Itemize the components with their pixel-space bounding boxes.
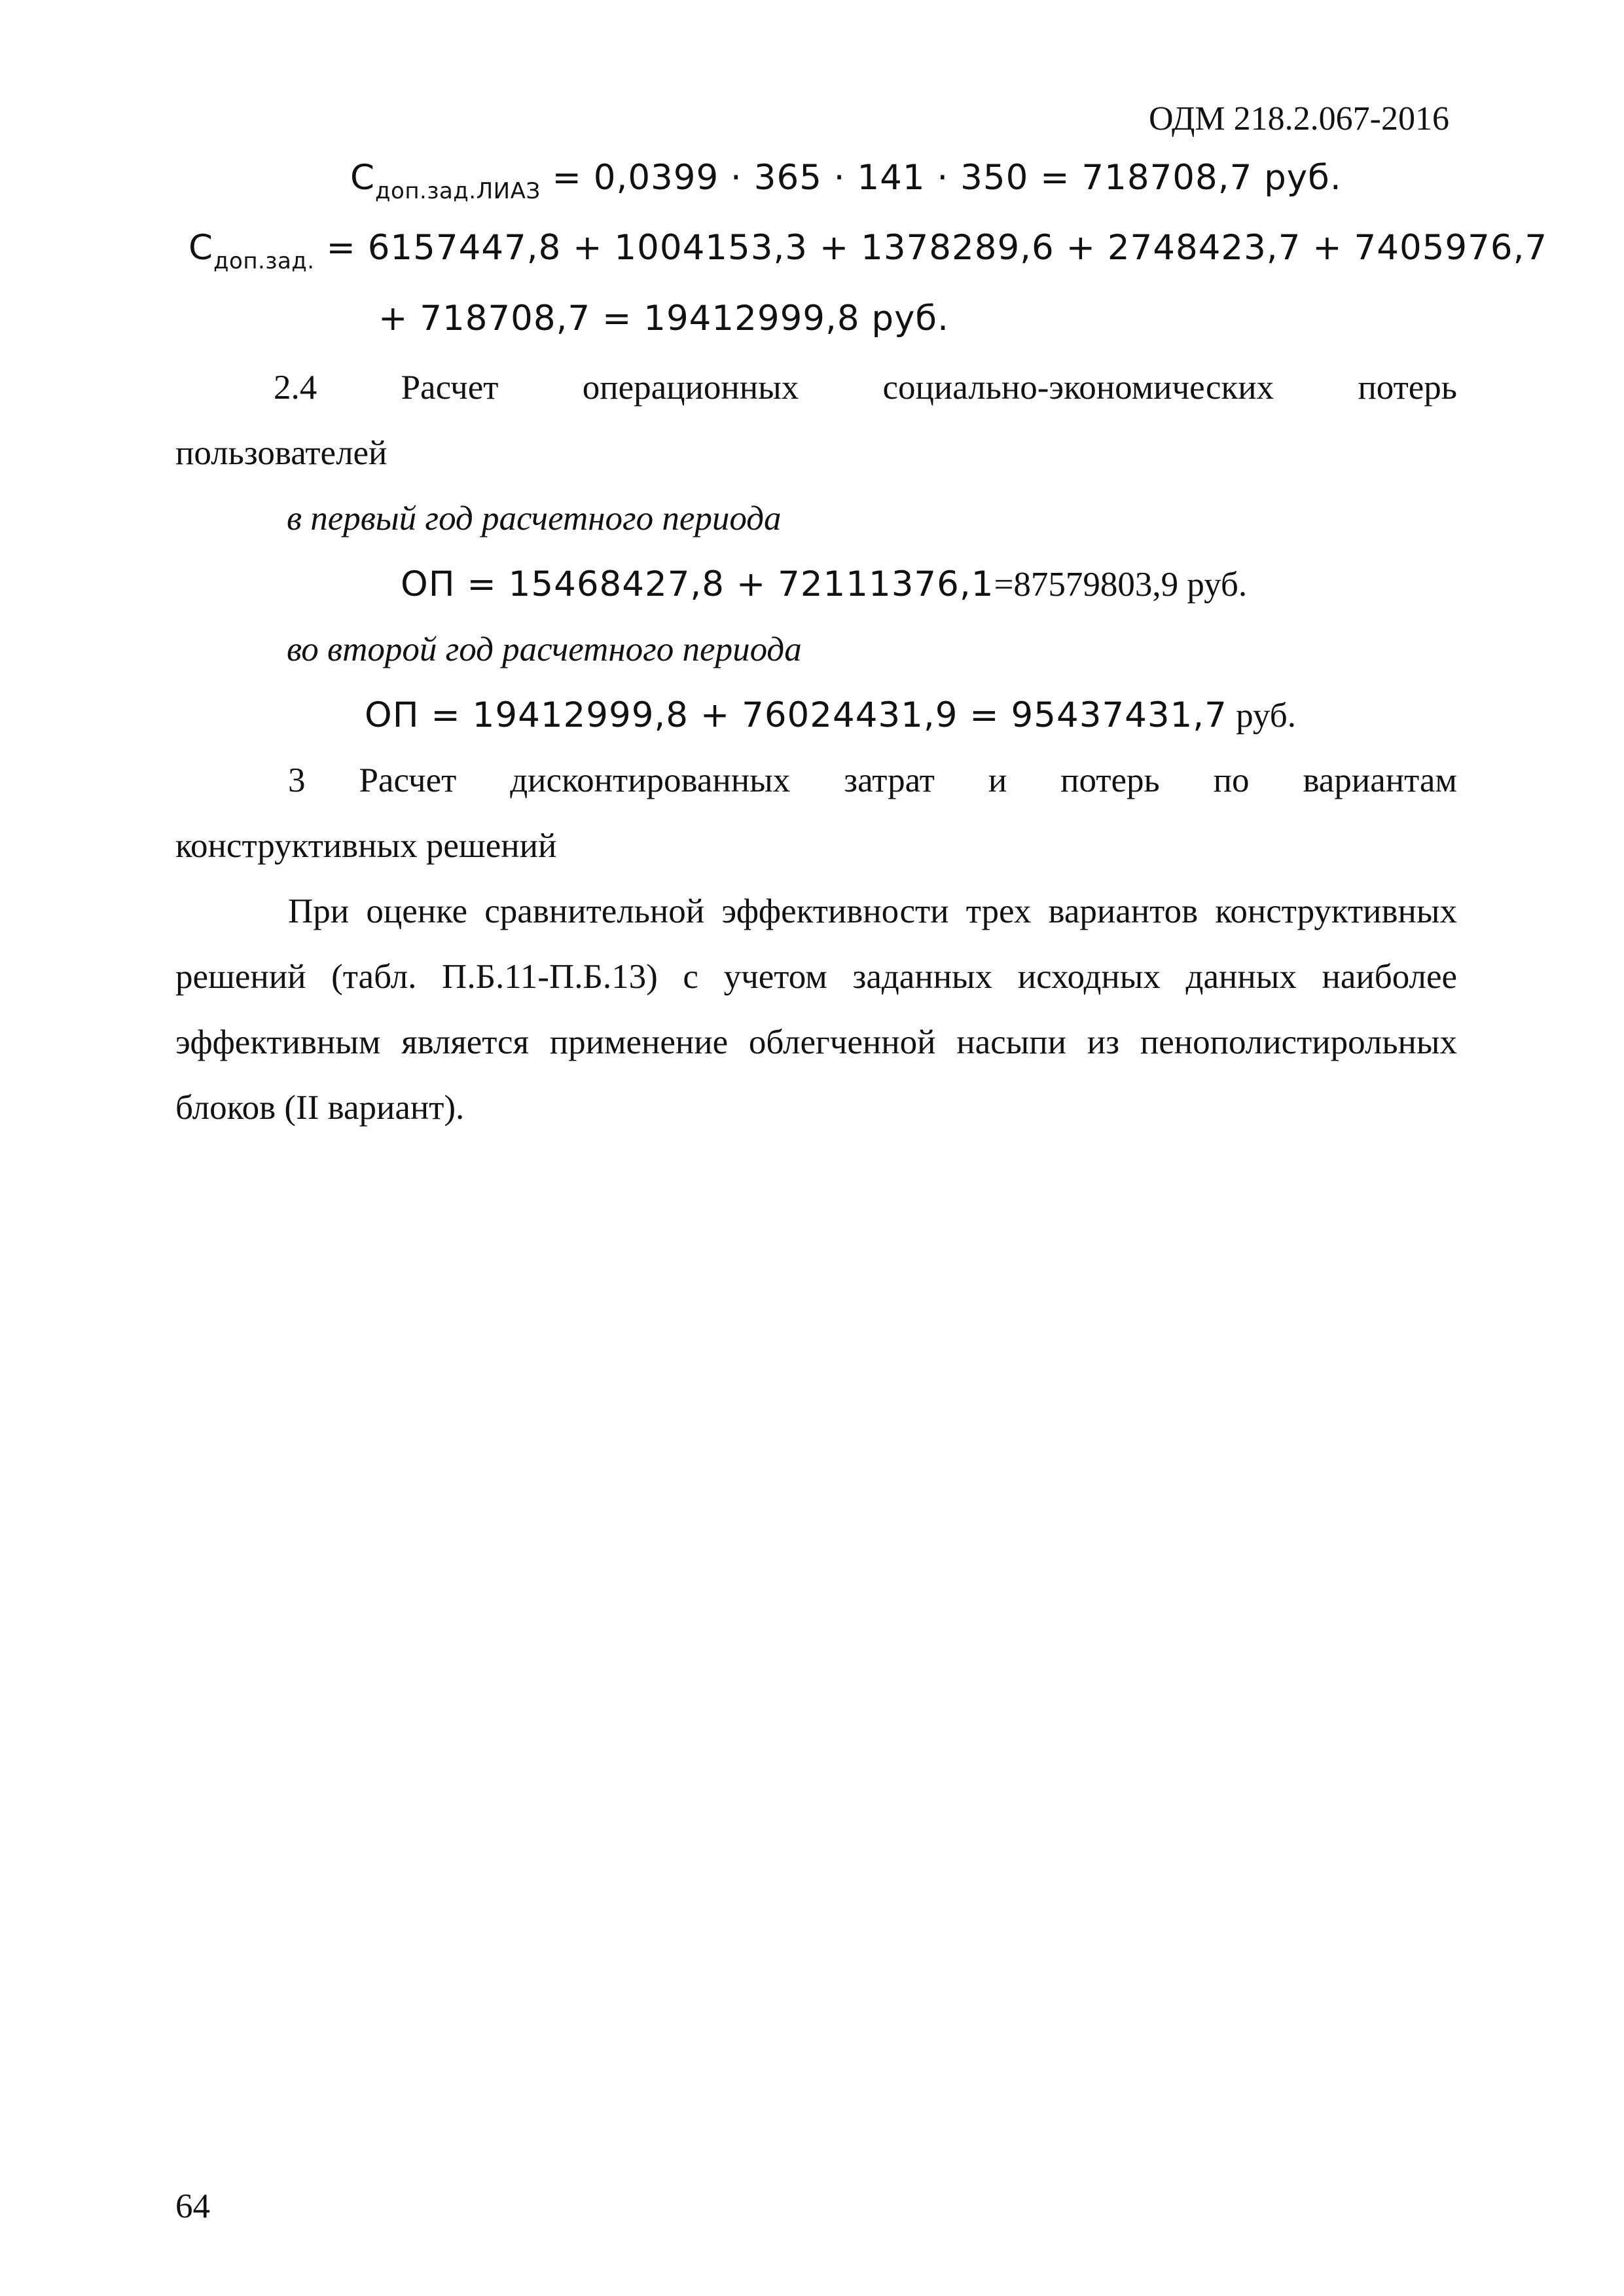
second-year-formula-math: ОП = 19412999,8 + 76024431,9 = 95437431,7 — [365, 695, 1227, 735]
page-number: 64 — [175, 2187, 210, 2225]
formula-liaz — [350, 160, 1342, 202]
formula-symbol: С — [350, 158, 376, 198]
second-year-label: во второй год расчетного периода — [287, 630, 802, 668]
formula-total-delay-continuation: + 718708,7 = 19412999,8 руб. — [378, 299, 949, 338]
heading-word: дисконтированных — [510, 761, 791, 799]
first-year-formula-result: =87579803,9 руб. — [994, 566, 1248, 604]
formula-total-delay — [189, 230, 1547, 272]
first-year-label: в первый год расчетного периода — [287, 500, 782, 538]
conclusion-paragraph: При оценке сравнительной эффективности трех вариантов конструктивных решений (табл. П.Б.11-П.Б.13) с учетом заданных исходных данных наиболее эффективным является применение облегченной насыпи из пенополистирольных блоков (II вариант). — [175, 892, 1457, 1127]
formula-subscript: доп.зад. — [213, 248, 315, 274]
document-code-header: ОДМ 218.2.067-2016 — [1149, 100, 1449, 137]
heading-word: Расчет — [359, 761, 457, 799]
heading-word: вариантам — [1303, 761, 1457, 799]
first-year-formula-math: ОП = 15468427,8 + 72111376,1 — [401, 564, 994, 604]
heading-word: затрат — [844, 761, 935, 799]
heading-word: Расчет — [401, 369, 499, 407]
heading-word: социально-экономических — [882, 369, 1274, 407]
heading-word: и — [988, 761, 1007, 799]
heading-word: потерь — [1060, 761, 1160, 799]
formula-expression: = 0,0399 ⋅ 365 ⋅ 141 ⋅ 350 = 718708,7 руб. — [540, 158, 1342, 198]
second-year-formula-unit: руб. — [1227, 697, 1296, 735]
heading-word: 2.4 — [274, 369, 317, 407]
formula-subscript: доп.зад.ЛИАЗ — [375, 178, 541, 204]
section-2-4-heading — [274, 371, 1457, 405]
heading-word: 3 — [288, 761, 306, 799]
formula-symbol: С — [189, 228, 214, 268]
heading-word: по — [1213, 761, 1250, 799]
heading-word: потерь — [1358, 369, 1457, 407]
second-year-formula — [365, 695, 1296, 735]
first-year-formula — [401, 564, 1248, 604]
formula-expression: = 6157447,8 + 1004153,3 + 1378289,6 + 2748423,7 + 7405976,7 — [314, 228, 1548, 268]
section-2-4-heading-continuation: пользователей — [175, 434, 388, 472]
section-3-heading-continuation: конструктивных решений — [175, 827, 557, 865]
heading-word: операционных — [582, 369, 799, 407]
section-3-heading — [288, 763, 1457, 798]
